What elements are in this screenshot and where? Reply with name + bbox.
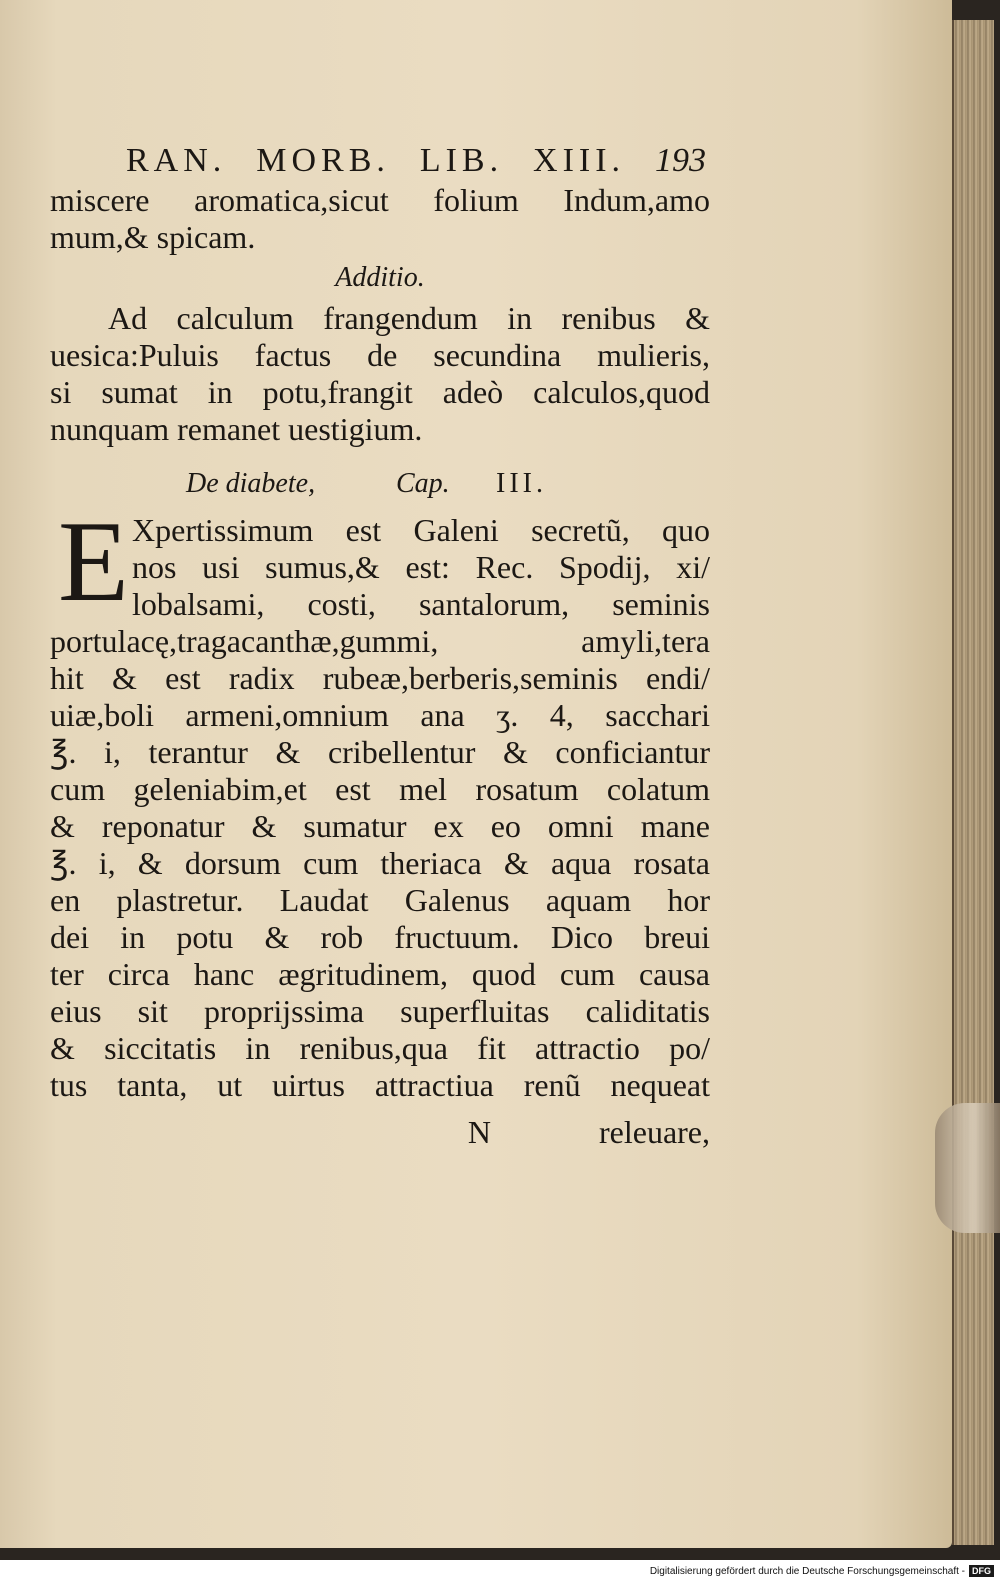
text-line: en plastretur. Laudat Galenus aquam hor <box>50 882 710 918</box>
text-block <box>50 140 710 1152</box>
text-line: eius sit proprijssima superfluitas caliditatis <box>50 993 710 1029</box>
text-line: & siccitatis in renibus,qua fit attractio po/ <box>50 1030 710 1066</box>
text-line: ℥. i, & dorsum cum theriaca & aqua rosata <box>50 845 710 881</box>
page-number: 193 <box>655 142 706 179</box>
book-page-edges <box>952 20 994 1545</box>
text-line: ℥. i, terantur & cribellentur & conficiantur <box>50 734 710 770</box>
text-line: uesica:Puluis factus de secundina mulieris, <box>50 337 710 373</box>
addition-heading: Additio. <box>335 262 425 293</box>
text-line: dei in potu & rob fructuum. Dico breui <box>50 919 710 955</box>
chapter-opening <box>50 498 710 626</box>
text-line: si sumat in potu,frangit adeò calculos,quod <box>50 374 710 410</box>
text-line: nos usi sumus,& est: Rec. Spodij, xi/ <box>132 549 710 585</box>
text-line: miscere aromatica,sicut folium Indum,amo <box>50 182 710 218</box>
footer-bar <box>0 1560 1000 1582</box>
running-head-book: XIII. <box>533 142 626 179</box>
text-line: portulacę,tragacanthæ,gummi, amyli,tera <box>50 623 710 659</box>
running-head-left: RAN. <box>126 142 227 179</box>
text-line: cum geleniabim,et est mel rosatum colatum <box>50 771 710 807</box>
running-head-middle: MORB. <box>256 142 390 179</box>
catchword-row <box>50 1112 710 1152</box>
text-line: Xpertissimum est Galeni secretũ, quo <box>132 512 710 548</box>
text-line: nunquam remanet uestigium. <box>50 411 423 447</box>
chapter-heading <box>186 456 710 512</box>
running-head <box>126 140 706 182</box>
text-line: mum,& spicam. <box>50 219 256 255</box>
signature-mark: N <box>467 1114 491 1150</box>
text-line: & reponatur & sumatur ex eo omni mane <box>50 808 710 844</box>
text-line: uiæ,boli armeni,omnium ana ʒ. 4, sacchari <box>50 697 710 733</box>
drop-cap-initial: E <box>58 498 129 626</box>
chapter-title: De diabete, <box>186 468 316 499</box>
chapter-number: III. <box>496 468 547 499</box>
running-head-lib: LIB. <box>419 142 504 179</box>
footer-credit: Digitalisierung gefördert durch die Deutsche Forschungsgemeinschaft - <box>649 1565 965 1577</box>
text-line: ter circa hanc ægritudinem, quod cum causa <box>50 956 710 992</box>
dfg-logo: DFG <box>969 1565 994 1577</box>
catchword: releuare, <box>598 1114 710 1150</box>
page-clip <box>935 1103 1000 1233</box>
text-line: hit & est radix rubeæ,berberis,seminis endi/ <box>50 660 710 696</box>
text-line: lobalsami, costi, santalorum, seminis <box>132 586 710 622</box>
chapter-cap: Cap. <box>396 468 450 499</box>
text-line: tus tanta, ut uirtus attractiua renũ nequeat <box>50 1067 710 1103</box>
text-line: Ad calculum frangendum in renibus & <box>108 300 710 336</box>
